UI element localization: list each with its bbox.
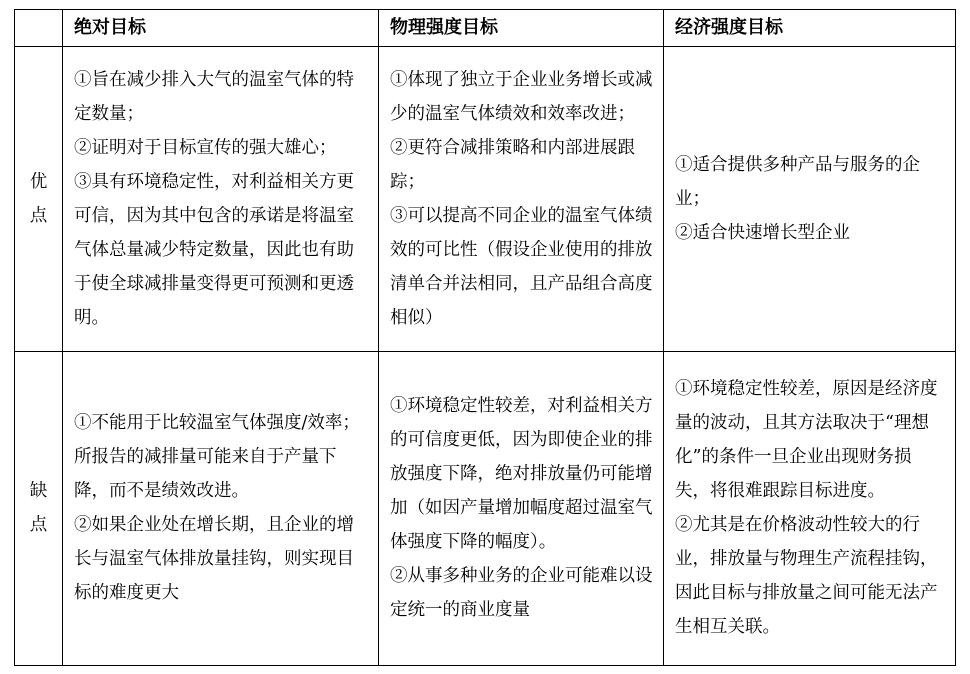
list-item: ③可以提高不同企业的温室气体绩效的可比性（假设企业使用的排放清单合并法相同，且产品组合高度相似） — [390, 206, 653, 328]
list-item: ②如果企业处在增长期，且企业的增长与温室气体排放量挂钩，则实现目标的难度更大 — [74, 515, 354, 604]
row-label-advantages: 优 点 — [15, 47, 63, 351]
cell-economic-advantages — [664, 47, 956, 351]
list-item: ①环境稳定性较差，原因是经济度量的波动，且其方法取决于“理想化”的条件一旦企业出现财务损失，将很难跟踪目标进度。 — [675, 379, 938, 502]
list-item: ①体现了独立于企业业务增长或减少的温室气体绩效和效率改进； — [390, 70, 653, 124]
header-row — [15, 10, 956, 47]
header-absolute-target: 绝对目标 — [63, 10, 379, 47]
list-item: ②从事多种业务的企业可能难以设定统一的商业度量 — [390, 566, 653, 621]
list-item: ②证明对于目标宣传的强大雄心； — [74, 138, 337, 158]
cell-economic-disadvantages — [664, 351, 956, 665]
cell-physical-advantages — [379, 47, 664, 351]
comparison-table — [14, 9, 956, 666]
cell-physical-disadvantages — [379, 351, 664, 665]
list-item: ①适合提供多种产品与服务的企业； — [675, 155, 920, 209]
list-item: ③具有环境稳定性，对利益相关方更可信，因为其中包含的承诺是将温室气体总量减少特定数量，因此也有助于使全球减排量变得更可预测和更透明。 — [74, 172, 354, 328]
header-empty — [15, 10, 63, 47]
advantages-row — [15, 47, 956, 351]
list-item: ①环境稳定性较差，对利益相关方的可信度更低，因为即使企业的排放强度下降，绝对排放量仍可能增加（如因产量增加幅度超过温室气体强度下降的幅度）。 — [390, 396, 653, 553]
header-economic-intensity-target: 经济强度目标 — [664, 10, 956, 47]
list-item: ②尤其是在价格波动性较大的行业，排放量与物理生产流程挂钩，因此目标与排放量之间可能无法产生相互关联。 — [675, 515, 938, 638]
cell-absolute-advantages — [63, 47, 379, 351]
list-item: ②更符合减排策略和内部进展跟踪； — [390, 138, 635, 192]
list-item: ②适合快速增长型企业 — [675, 223, 850, 243]
header-physical-intensity-target: 物理强度目标 — [379, 10, 664, 47]
row-label-disadvantages: 缺 点 — [15, 351, 63, 665]
disadvantages-row — [15, 351, 956, 665]
list-item: ①不能用于比较温室气体强度/效率；所报告的减排量可能来自于产量下降，而不是绩效改进。 — [74, 413, 360, 502]
cell-absolute-disadvantages — [63, 351, 379, 665]
list-item: ①旨在减少排入大气的温室气体的特定数量； — [74, 70, 354, 124]
